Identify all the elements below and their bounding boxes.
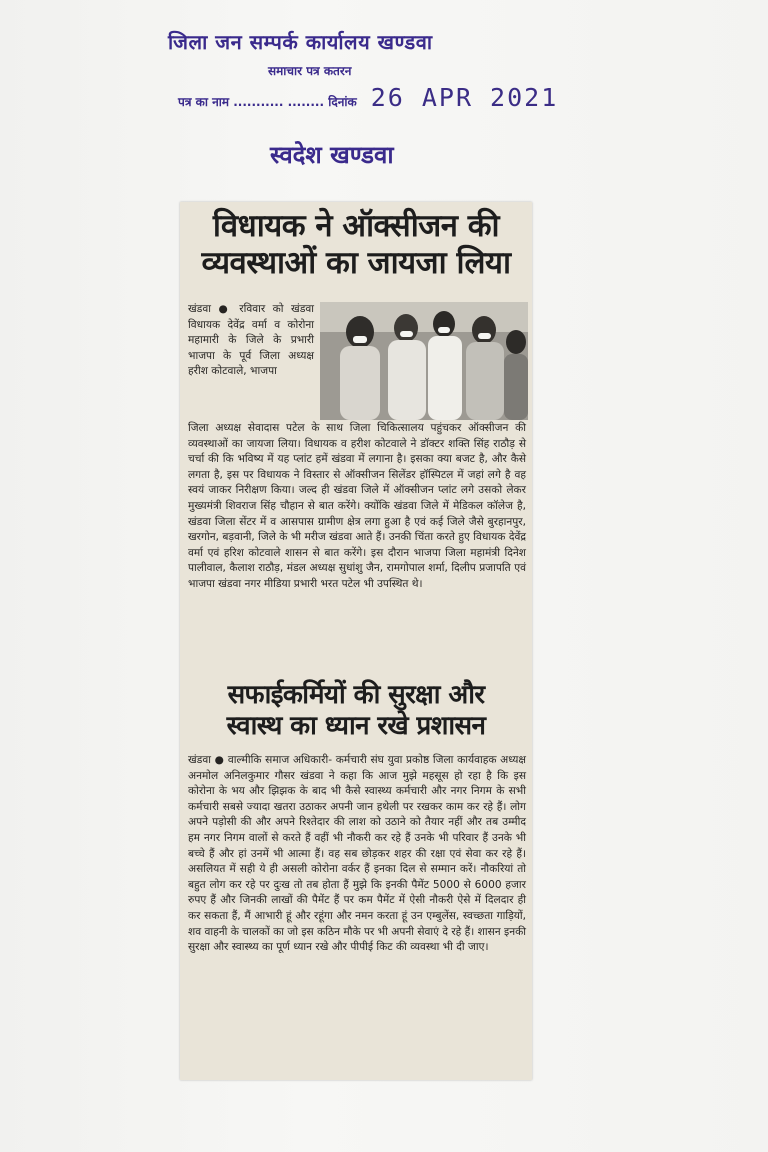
article1-body: जिला अध्यक्ष सेवादास पटेल के साथ जिला चिकित्सालय पहुंचकर ऑक्सीजन की व्यवस्थाओं का जायजा लिया। विधायक व हरीश कोटवाले ने डॉक्टर शक्ति सिंह राठौड़ से चर्चा की कि भविष्य में यह प्लांट हमें खंडवा में लगाना है। इसका क्या बजट है, और कैसे लगता है, इस पर विधायक ने विस्तार से ऑक्सीजन सिलेंडर हॉस्पिटल में जहां लगे है वह स्वयं जाकर निरीक्षण किया। जल्द ही खंडवा जिले में ऑक्सीजन प्लांट लगे उसको लेकर मुख्यमंत्री शिवराज सिंह चौहान से बात करेंगे। क्योंकि खंडवा जिले में मेडिकल कॉलेज है, खंडवा जिला सेंटर में व आसपास ग्रामीण क्षेत्र लगा हुआ है एवं कई जिले जैसे बुरहानपुर, खरगोन, बड़वानी, जिले के भी मरीज खंडवा आते हैं। उनकी चिंता करते हुए विधायक देवेंद्र वर्मा एवं हरिश कोटवाले शासन से बात करेंगे। इस दौरान भाजपा जिला महामंत्री दिनेश पालीवाल, कैलाश राठौड़, मंडल अध्यक्ष सुधांशु जैन, रामगोपाल शर्मा, दिलीप प्रजापति एवं भाजपा खंडवा नगर मीडिया प्रभारी भरत पटेल भी उपस्थित थे। (188, 422, 526, 590)
newspaper-clipping (180, 202, 532, 1080)
date-value: 26 APR 2021 (370, 83, 559, 112)
article1-photo (320, 302, 528, 420)
date-label: पत्र का नाम ........... ........ दिनांक (178, 95, 357, 109)
photo-people-icon (320, 302, 528, 420)
newspaper-name: स्वदेश खण्डवा (270, 141, 394, 169)
article2-headline: सफाईकर्मियों की सुरक्षा और स्वास्थ का ध्यान रखे प्रशासन (226, 680, 486, 741)
article1-headline: विधायक ने ऑक्सीजन की व्यवस्थाओं का जायजा लिया (201, 208, 511, 281)
office-stamp: जिला जन सम्पर्क कार्यालय खण्डवा (168, 30, 433, 54)
article2-body: खंडवा ● वाल्मीकि समाज अधिकारी- कर्मचारी संघ युवा प्रकोष्ठ जिला कार्यवाहक अध्यक्ष अनमोल अनिलकुमार गौसर खंडवा ने कहा कि आज मुझे महसूस हो रहा है कि इस कोरोना के भय और झिझक के बाद भी कैसे स्वास्थ्य कर्मचारी और नगर निगम के सभी कर्मचारी सबसे ज्यादा खतरा उठाकर अपनी जान हथेली पर रखकर काम कर रहे हैं। लोग अपने पड़ोसी की और अपने रिश्तेदार की लाश को उठाने को तैयार नहीं और तब उम्मीद हम नगर निगम वालों से करते हैं वहीं भी नौकरी कर रहे हैं उनके भी परिवार हैं उनके भी बच्चे हैं और हां उनमें भी आत्मा हैं। वह सब छोड़कर शहर की रक्षा एवं सेवा कर रहे हैं। असलियत में सही ये ही असली कोरोना वर्कर हैं इनका दिल से सम्मान करें। नौकरियां तो बहुत लोग कर रहे पर दुःख तो तब होता हैं मुझे कि इनकी पैमेंट 5000 से 6000 हजार रुपए हैं और जिनकी लाखों की पैमेंट हैं पर कम पैमेंट में ऐसी नौकरी ऐसे में दिलदार ही कर सकता हैं, मैं आभारी हूं और रहूंगा और नमन करता हूं उन एम्बुलेंस, स्वच्छता गाड़ियों, शव वाहनी के चालकों का जो इस कठिन मौके पर भी अपनी सेवाएं दे रहे हैं। शासन इनकी सुरक्षा और स्वास्थ्य का पूर्ण ध्यान रखे और पीपीई किट की व्यवस्था भी दी जाए। (188, 754, 526, 954)
date-stamp (178, 83, 558, 112)
cutting-label: समाचार पत्र कतरन (268, 64, 352, 78)
article1-intro: खंडवा ● रविवार को खंडवा विधायक देवेंद्र वर्मा व कोरोना महामारी के जिले के प्रभारी भाजपा के पूर्व जिला अध्यक्ष हरीश कोटवाले, भाजपा (188, 303, 314, 378)
